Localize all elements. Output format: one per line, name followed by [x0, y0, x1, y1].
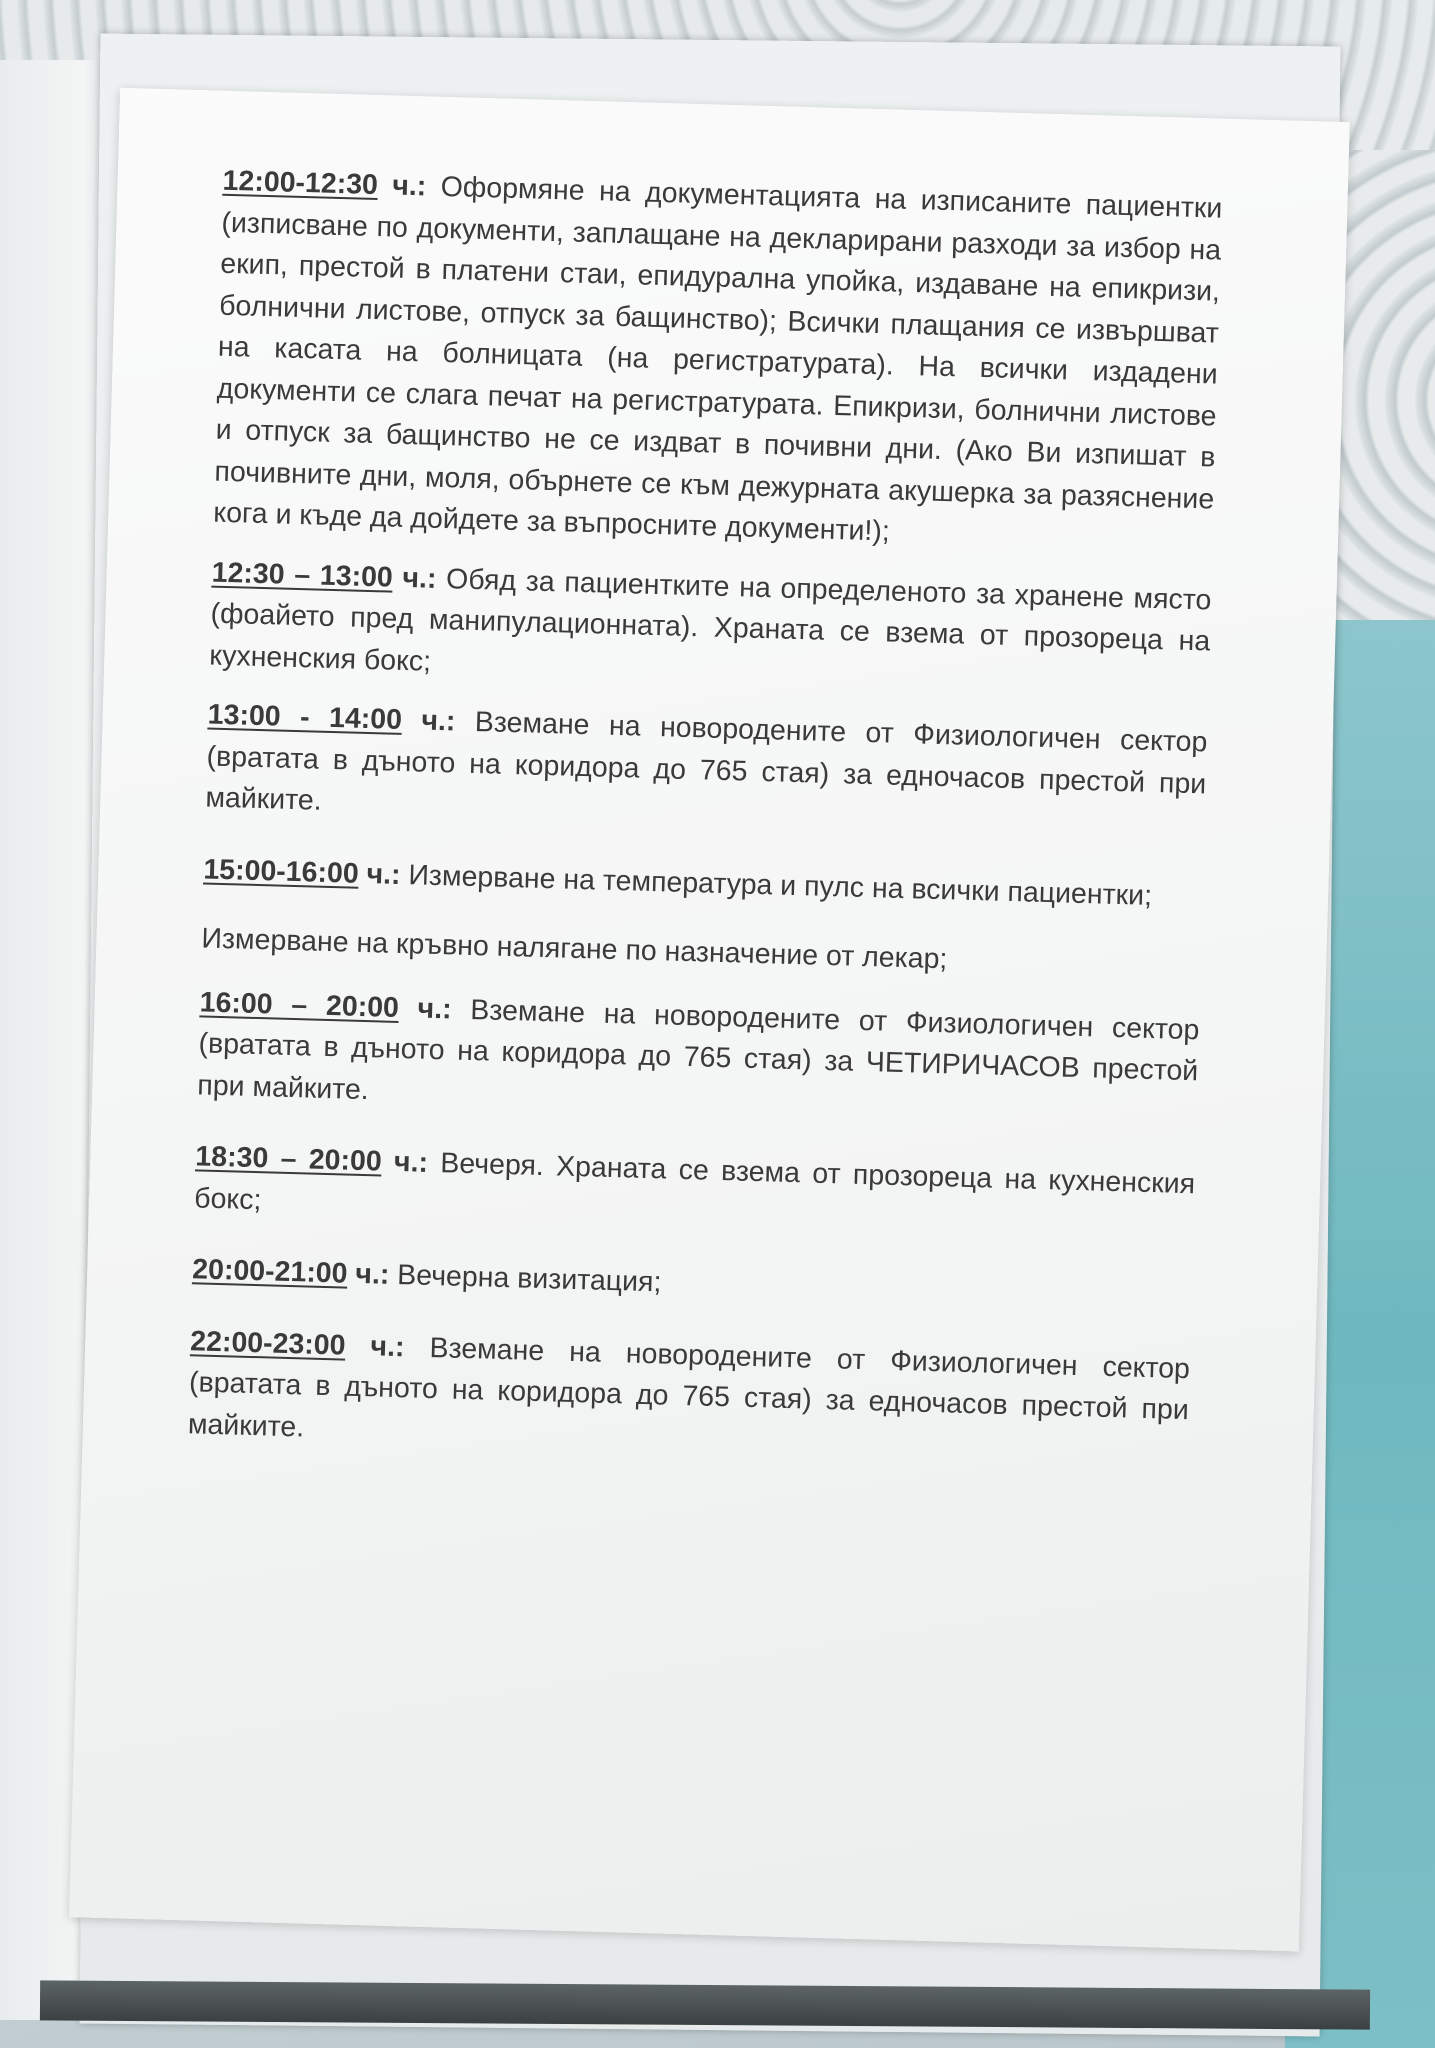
schedule-entry: [203, 849, 1204, 918]
entry-time: 22:00-23:00: [189, 1324, 346, 1362]
schedule-entry: [197, 982, 1200, 1134]
entry-text: Вземане на новородените от Физиологичен сектор (вратата в дъното на коридора до 765 стая) за ЧЕТИРИЧАСОВ престой при майките.: [196, 992, 1200, 1106]
schedule-entry: [209, 552, 1212, 704]
entry-text: Вземане на новородените от Физиологичен сектор (вратата в дъното на коридора до 765 стая) за едночасов престой при майките.: [205, 705, 1208, 817]
schedule-entry: [194, 1136, 1196, 1247]
entry-time: 20:00-21:00: [191, 1253, 348, 1290]
entry-time: 18:30 – 20:00: [194, 1140, 383, 1178]
entry-text: Вечеря. Храната се взема от прозореца на кухненския бокс;: [193, 1146, 1196, 1216]
schedule-text: [187, 161, 1223, 1491]
entry-time: 13:00 - 14:00: [207, 698, 403, 736]
entry-text: Вечерна визитация;: [388, 1258, 662, 1299]
entry-unit: ч.:: [402, 561, 437, 595]
entry-unit: ч.:: [370, 1329, 405, 1363]
entry-text: Вземане на новородените от Физиологичен сектор (вратата в дъното на коридора до 765 стая) за едночасов престой при майките.: [187, 1330, 1191, 1443]
entry-time: 16:00 – 20:00: [199, 985, 400, 1024]
entry-time: 12:00-12:30: [222, 164, 379, 202]
entry-text: Оформяне на документацията на изписаните пациентки (изписване по документи, заплащане на декларирани разходи за избор на екип, престой в платени стаи, епидурална упойка, издаване на епикризи, болнични листове, отпуск за бащинство); Всички плащания се извършват на касата на болницата (на регистратурата). На всички издадени документи се слага печат на регистратурата. Епикризи, болнични листове и отпуск за бащинство не се издват в почивни дни. (Ако Ви изпишат в почивните дни, моля, обърнете се към дежурната акушерка за разяснение кога и къде да дойдете за въпросните документи!);: [212, 170, 1223, 548]
schedule-entry: [213, 161, 1223, 562]
schedule-entry: [192, 1249, 1193, 1318]
schedule-entry: [187, 1321, 1190, 1473]
schedule-entry: [205, 695, 1208, 847]
schedule-note: [201, 918, 1202, 987]
entry-unit: ч.:: [366, 857, 402, 891]
entry-text: Измерване на температура и пулс на всички пациентки;: [400, 858, 1153, 912]
entry-text: Измерване на кръвно налягане по назначение от лекар;: [201, 922, 948, 976]
entry-unit: ч.:: [417, 991, 453, 1025]
entry-unit: ч.:: [421, 704, 456, 738]
entry-unit: ч.:: [393, 1145, 429, 1179]
entry-time: 15:00-16:00: [203, 852, 360, 890]
schedule-sheet: [69, 88, 1350, 1952]
entry-text: Обяд за пациентките на определеното за хранене място (фоайето пред манипулационната). Храната се взема от прозореца на кухненския бокс;: [208, 562, 1212, 678]
entry-unit: ч.:: [391, 169, 427, 203]
entry-unit: ч.:: [354, 1257, 390, 1291]
entry-time: 12:30 – 13:00: [211, 556, 394, 594]
